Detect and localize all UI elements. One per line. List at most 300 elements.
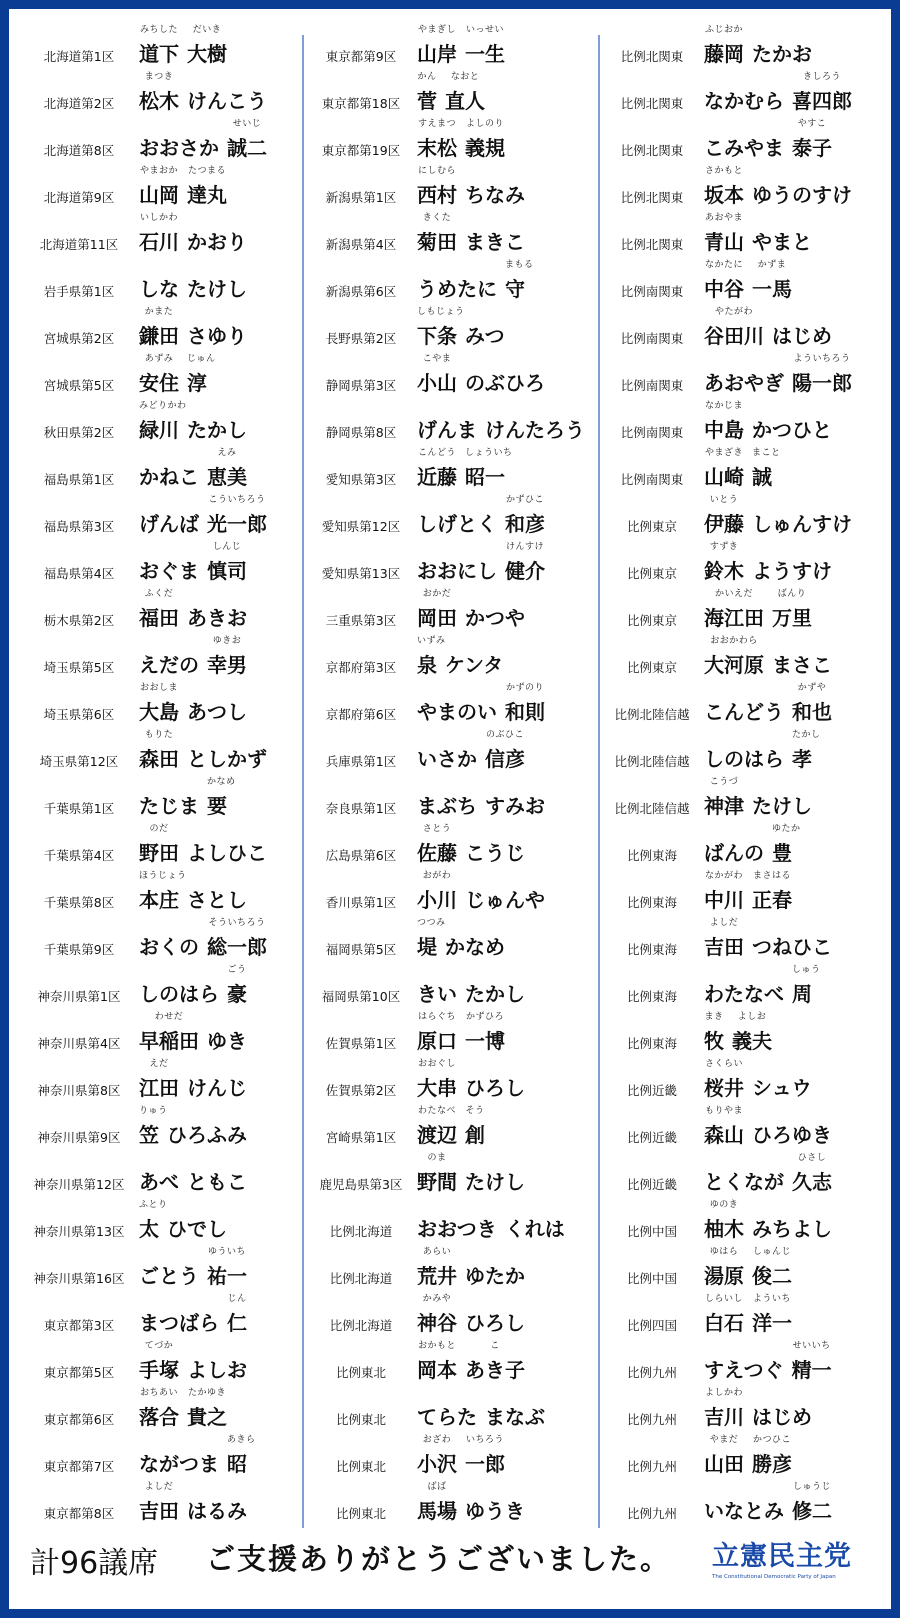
given-name-text: 大樹 [187,42,227,66]
given-name [207,448,247,490]
furigana: みちした [139,25,178,35]
furigana: よしのり [465,119,504,129]
furigana: かまた [144,307,174,317]
surname-text: 鈴木 [704,559,744,583]
furigana: ひさし [797,1153,827,1163]
given-name-text: 創 [465,1123,485,1147]
surname [704,542,744,584]
given-name [465,1012,505,1054]
district-label: 比例東海 [626,895,677,910]
given-name [792,72,852,114]
district-label: 神奈川県第1区 [37,989,121,1004]
given-name [465,884,545,913]
district-label: 比例近畿 [626,1083,677,1098]
member-name [704,871,792,913]
surname-text: 笠 [139,1123,159,1147]
given-name [732,1012,772,1054]
surname [417,1247,457,1289]
given-name [187,273,247,302]
surname-text: おぐま [139,559,199,583]
member-name [704,1106,832,1148]
surname [139,978,219,1007]
given-name-text: ひろし [465,1076,525,1100]
surname-text: たじま [139,794,199,818]
member-name [139,730,267,772]
surname [417,72,437,114]
surname [704,837,764,866]
furigana: たかし [792,730,821,740]
district-label: 比例南関東 [620,331,684,346]
furigana: しらいし [704,1294,743,1304]
member-name [139,401,247,443]
given-name-text: ちなみ [465,183,525,207]
furigana: だいき [192,25,222,35]
district-label: 岩手県第1区 [43,284,115,299]
district-label: 比例南関東 [620,425,684,440]
given-name-text: さゆり [187,324,247,348]
district-label: 北海道第2区 [43,96,115,111]
member-name [417,119,505,161]
given-name [465,978,525,1007]
given-name-text: 陽一郎 [792,371,852,395]
surname-text: 本庄 [139,888,179,912]
member-name [704,965,821,1007]
furigana: ゆういち [207,1247,246,1257]
surname-text: 吉川 [704,1405,744,1429]
district-label: 北海道第9区 [43,190,115,205]
member-name [704,166,852,208]
given-name-text: のぶひろ [465,371,545,395]
furigana: のま [427,1153,447,1163]
district-label: 千葉県第9区 [43,942,115,957]
surname [417,1106,457,1148]
surname-text: 泉 [417,653,437,677]
given-name-text: たかお [752,42,812,66]
surname [417,354,457,396]
given-name [227,965,247,1007]
member-name [417,969,525,1007]
given-name [752,871,792,913]
given-name-text: 喜四郎 [792,89,852,113]
surname-text: 小沢 [417,1452,457,1476]
district-label: 比例中国 [626,1224,677,1239]
furigana: こういちろう [208,495,266,505]
given-name [752,260,792,302]
given-name [752,179,852,208]
surname [704,495,744,537]
given-name [227,1294,247,1336]
furigana: おおかわら [710,636,758,646]
member-name [704,213,812,255]
given-name-text: ひろふみ [167,1123,247,1147]
member-name [417,25,505,67]
district-label: 福岡県第10区 [321,989,401,1004]
surname-text: 神谷 [417,1311,457,1335]
given-name [445,931,505,960]
district-label: 比例北陸信越 [614,707,690,722]
furigana: もりやま [704,1106,743,1116]
given-name-text: ゆたか [465,1264,525,1288]
member-name [417,72,485,114]
given-name [445,649,503,678]
furigana: よしだ [144,1482,174,1492]
given-name-text: あき子 [465,1358,525,1382]
given-name [752,1435,792,1477]
given-name [752,1247,792,1289]
given-name-text: よしお [187,1358,247,1382]
surname-text: 中川 [704,888,744,912]
district-label: 埼玉県第6区 [43,707,115,722]
furigana: じゅん [187,354,216,364]
furigana: ふくだ [144,589,174,599]
member-name [417,824,525,866]
member-name [417,405,585,443]
district-label: 北海道第8区 [43,143,115,158]
district-label: 香川県第1区 [325,895,397,910]
district-label: 比例四国 [626,1318,677,1333]
district-label: 佐賀県第1区 [325,1036,397,1051]
given-name-text: はじめ [752,1405,812,1429]
given-name-text: さとし [187,888,247,912]
district-label: 比例東北 [335,1365,386,1380]
given-name-text: あきお [187,606,247,630]
member-name [139,1059,247,1101]
member-name [417,1153,525,1195]
given-name [465,1495,525,1524]
surname-text: 山岸 [417,42,457,66]
surname [417,743,477,772]
given-name-text: 俊二 [752,1264,792,1288]
given-name-text: 誠二 [227,136,267,160]
furigana: いちろう [465,1435,504,1445]
member-name [417,589,525,631]
district-label: 静岡県第3区 [325,378,397,393]
given-name [465,320,505,349]
district-label: 宮崎県第1区 [325,1130,397,1145]
given-name [187,602,247,631]
surname [417,273,497,302]
district-label: 神奈川県第13区 [33,1224,125,1239]
surname [704,25,744,67]
furigana: ゆたか [772,824,801,834]
furigana: しもじょう [417,307,465,317]
district-label: 千葉県第1区 [43,801,115,816]
given-name-text: みちよし [752,1217,832,1241]
surname [139,1166,179,1195]
given-name [465,448,513,490]
district-label: 比例東海 [626,942,677,957]
surname-text: げんば [139,512,199,536]
given-name [465,1435,505,1477]
district-label: 兵庫県第1区 [325,754,397,769]
member-name [139,589,247,631]
surname [139,401,187,443]
district-label: 宮城県第2区 [43,331,115,346]
surname [417,307,465,349]
furigana: なおと [450,72,480,82]
surname [139,589,179,631]
member-name [704,683,832,725]
member-name [417,307,505,349]
district-label: 栃木県第2区 [43,613,115,628]
district-label: 比例東北 [335,1506,386,1521]
surname-text: ながつま [139,1452,219,1476]
given-name [187,320,247,349]
district-label: 神奈川県第9区 [37,1130,121,1145]
given-name-text: 達丸 [187,183,227,207]
district-label: 奈良県第1区 [325,801,397,816]
surname [139,824,179,866]
given-name [465,602,525,631]
furigana: かみや [422,1294,452,1304]
member-name [139,683,247,725]
given-name [752,226,812,255]
given-name [505,260,534,302]
member-name [139,636,247,678]
furigana: たつまる [187,166,226,176]
member-name [704,589,812,631]
furigana: みどりかわ [139,401,187,411]
given-name [752,931,832,960]
given-name [752,1213,832,1242]
member-name [139,1157,247,1195]
given-name-text: ゆうき [465,1499,525,1523]
furigana: よしかわ [704,1388,743,1398]
surname-text: 谷田川 [704,324,764,348]
member-name [704,119,832,161]
surname-text: 山崎 [704,465,744,489]
furigana: けんすけ [505,542,544,552]
given-name-text: 万里 [772,606,812,630]
furigana: まき [704,1012,724,1022]
surname [417,1341,457,1383]
district-label: 佐賀県第2区 [325,1083,397,1098]
given-name-text: 貴之 [187,1405,227,1429]
surname [417,119,457,161]
surname [417,1153,457,1195]
surname [417,1012,457,1054]
district-label: 神奈川県第16区 [33,1271,125,1286]
given-name [505,495,545,537]
surname-text: かねこ [139,465,199,489]
member-name [704,730,821,772]
member-name [139,1341,247,1383]
surname [139,213,179,255]
furigana: あきら [227,1435,256,1445]
district-label: 福島県第1区 [43,472,115,487]
given-name-text: 和也 [792,700,832,724]
member-name [704,636,832,678]
given-name-text: まさこ [772,653,832,677]
member-name [417,354,545,396]
surname-text: 海江田 [704,606,764,630]
given-name-text: けんたろう [485,418,585,442]
district-label: 福岡県第5区 [325,942,397,957]
given-name [752,508,852,537]
furigana: やまぎし [417,25,456,35]
furigana: おおぐし [417,1059,456,1069]
thanks-message: ご支援ありがとうございました。 [206,1542,672,1576]
furigana: やまおか [139,166,178,176]
given-name [187,696,247,725]
member-name [139,871,247,913]
member-name [704,918,832,960]
member-name [139,918,267,960]
surname [704,743,784,772]
surname [139,354,179,396]
member-name [139,25,227,67]
surname [704,401,744,443]
furigana: えみ [217,448,237,458]
given-name-text: 仁 [227,1311,247,1335]
district-label: 比例九州 [626,1506,677,1521]
given-name-text: けんこう [187,89,267,113]
surname [139,1260,199,1289]
surname-text: 荒井 [417,1264,457,1288]
furigana: てづか [144,1341,174,1351]
district-label: 比例北海道 [329,1318,393,1333]
furigana: じん [227,1294,247,1304]
district-label: 北海道第1区 [43,49,115,64]
member-name [139,1482,247,1524]
surname-text: こんどう [704,700,784,724]
furigana: せいじ [232,119,262,129]
furigana: すえまつ [417,119,456,129]
surname [139,1059,179,1101]
surname [417,918,446,960]
surname-text: 道下 [139,42,179,66]
surname-text: おくの [139,935,199,959]
given-name-text: ひろし [465,1311,525,1335]
furigana: そう [465,1106,485,1116]
surname-text: きい [417,982,457,1006]
surname [139,273,179,302]
given-name [167,1213,227,1242]
member-name [704,354,852,396]
district-label: 比例北海道 [329,1271,393,1286]
given-name-text: 昭 [227,1452,247,1476]
given-name-text: 和則 [505,700,545,724]
given-name-text: 修二 [792,1499,832,1523]
given-name-text: ともこ [187,1170,247,1194]
member-name [417,1392,545,1430]
given-name [207,495,267,537]
district-label: 東京都第3区 [43,1318,115,1333]
furigana: ばんり [777,589,807,599]
member-name [417,1482,525,1524]
given-name [445,72,485,114]
surname [139,461,199,490]
member-name [704,1482,832,1524]
given-name-text: 孝 [792,747,812,771]
total-seats: 計96議席 [30,1546,159,1581]
surname [417,555,497,584]
furigana: かずま [757,260,787,270]
district-label: 比例中国 [626,1271,677,1286]
given-name-text: 勝彦 [752,1452,792,1476]
furigana: なかたに [704,260,743,270]
member-name [704,1059,812,1101]
furigana: こ [490,1341,500,1351]
member-name [417,1435,505,1477]
surname-text: 神津 [704,794,744,818]
surname [417,166,457,208]
member-name [139,1200,227,1242]
surname-text: 大島 [139,700,179,724]
given-name-text: ひろゆき [752,1123,832,1147]
member-name [139,166,227,208]
member-name [139,72,267,114]
district-label: 比例近畿 [626,1130,677,1145]
given-name-text: しゅんすけ [752,512,852,536]
surname-text: 牧 [704,1029,724,1053]
given-name-text: 一生 [465,42,505,66]
given-name-text: 健介 [505,559,545,583]
member-name [704,307,832,349]
furigana: はらぐち [417,1012,456,1022]
surname-text: 菅 [417,89,437,113]
given-name [752,1072,812,1101]
given-name [227,119,267,161]
district-label: 愛知県第13区 [321,566,401,581]
surname [704,213,744,255]
furigana: いとう [709,495,739,505]
furigana: なかじま [704,401,743,411]
surname-text: 桜井 [704,1076,744,1100]
district-label: 比例北陸信越 [614,801,690,816]
furigana: かん [417,72,437,82]
district-label: 広島県第6区 [325,848,397,863]
member-name [417,730,525,772]
given-name-text: 洋一 [752,1311,792,1335]
given-name-text: ゆき [207,1029,247,1053]
given-name-text: ゆうのすけ [752,183,852,207]
surname [704,1106,744,1148]
surname-text: げんま [417,418,477,442]
surname [704,1294,744,1336]
surname-text: 森田 [139,747,179,771]
surname-text: しげとく [417,512,497,536]
member-name [417,495,545,537]
furigana: のぶひこ [485,730,524,740]
given-name-text: 信彦 [485,747,525,771]
surname [417,213,457,255]
given-name [485,790,545,819]
district-label: 比例南関東 [620,378,684,393]
district-label: 新潟県第4区 [325,237,397,252]
surname-text: 早稲田 [139,1029,199,1053]
member-name [704,542,832,584]
member-name [139,1388,227,1430]
surname-text: 渡辺 [417,1123,457,1147]
district-label: 東京都第8区 [43,1506,115,1521]
furigana: こうづ [709,777,739,787]
district-label: 比例北関東 [620,190,684,205]
surname-text: 山岡 [139,183,179,207]
given-name [485,730,525,772]
district-label: 東京都第18区 [321,96,401,111]
member-name [139,1294,247,1336]
given-name [465,1106,485,1148]
district-label: 比例東海 [626,989,677,1004]
member-name [704,824,801,866]
furigana: おかもと [417,1341,456,1351]
furigana: きしろう [802,72,841,82]
surname [417,696,497,725]
column-separator [598,35,600,1528]
member-name [139,264,247,302]
surname-text: 大河原 [704,653,764,677]
